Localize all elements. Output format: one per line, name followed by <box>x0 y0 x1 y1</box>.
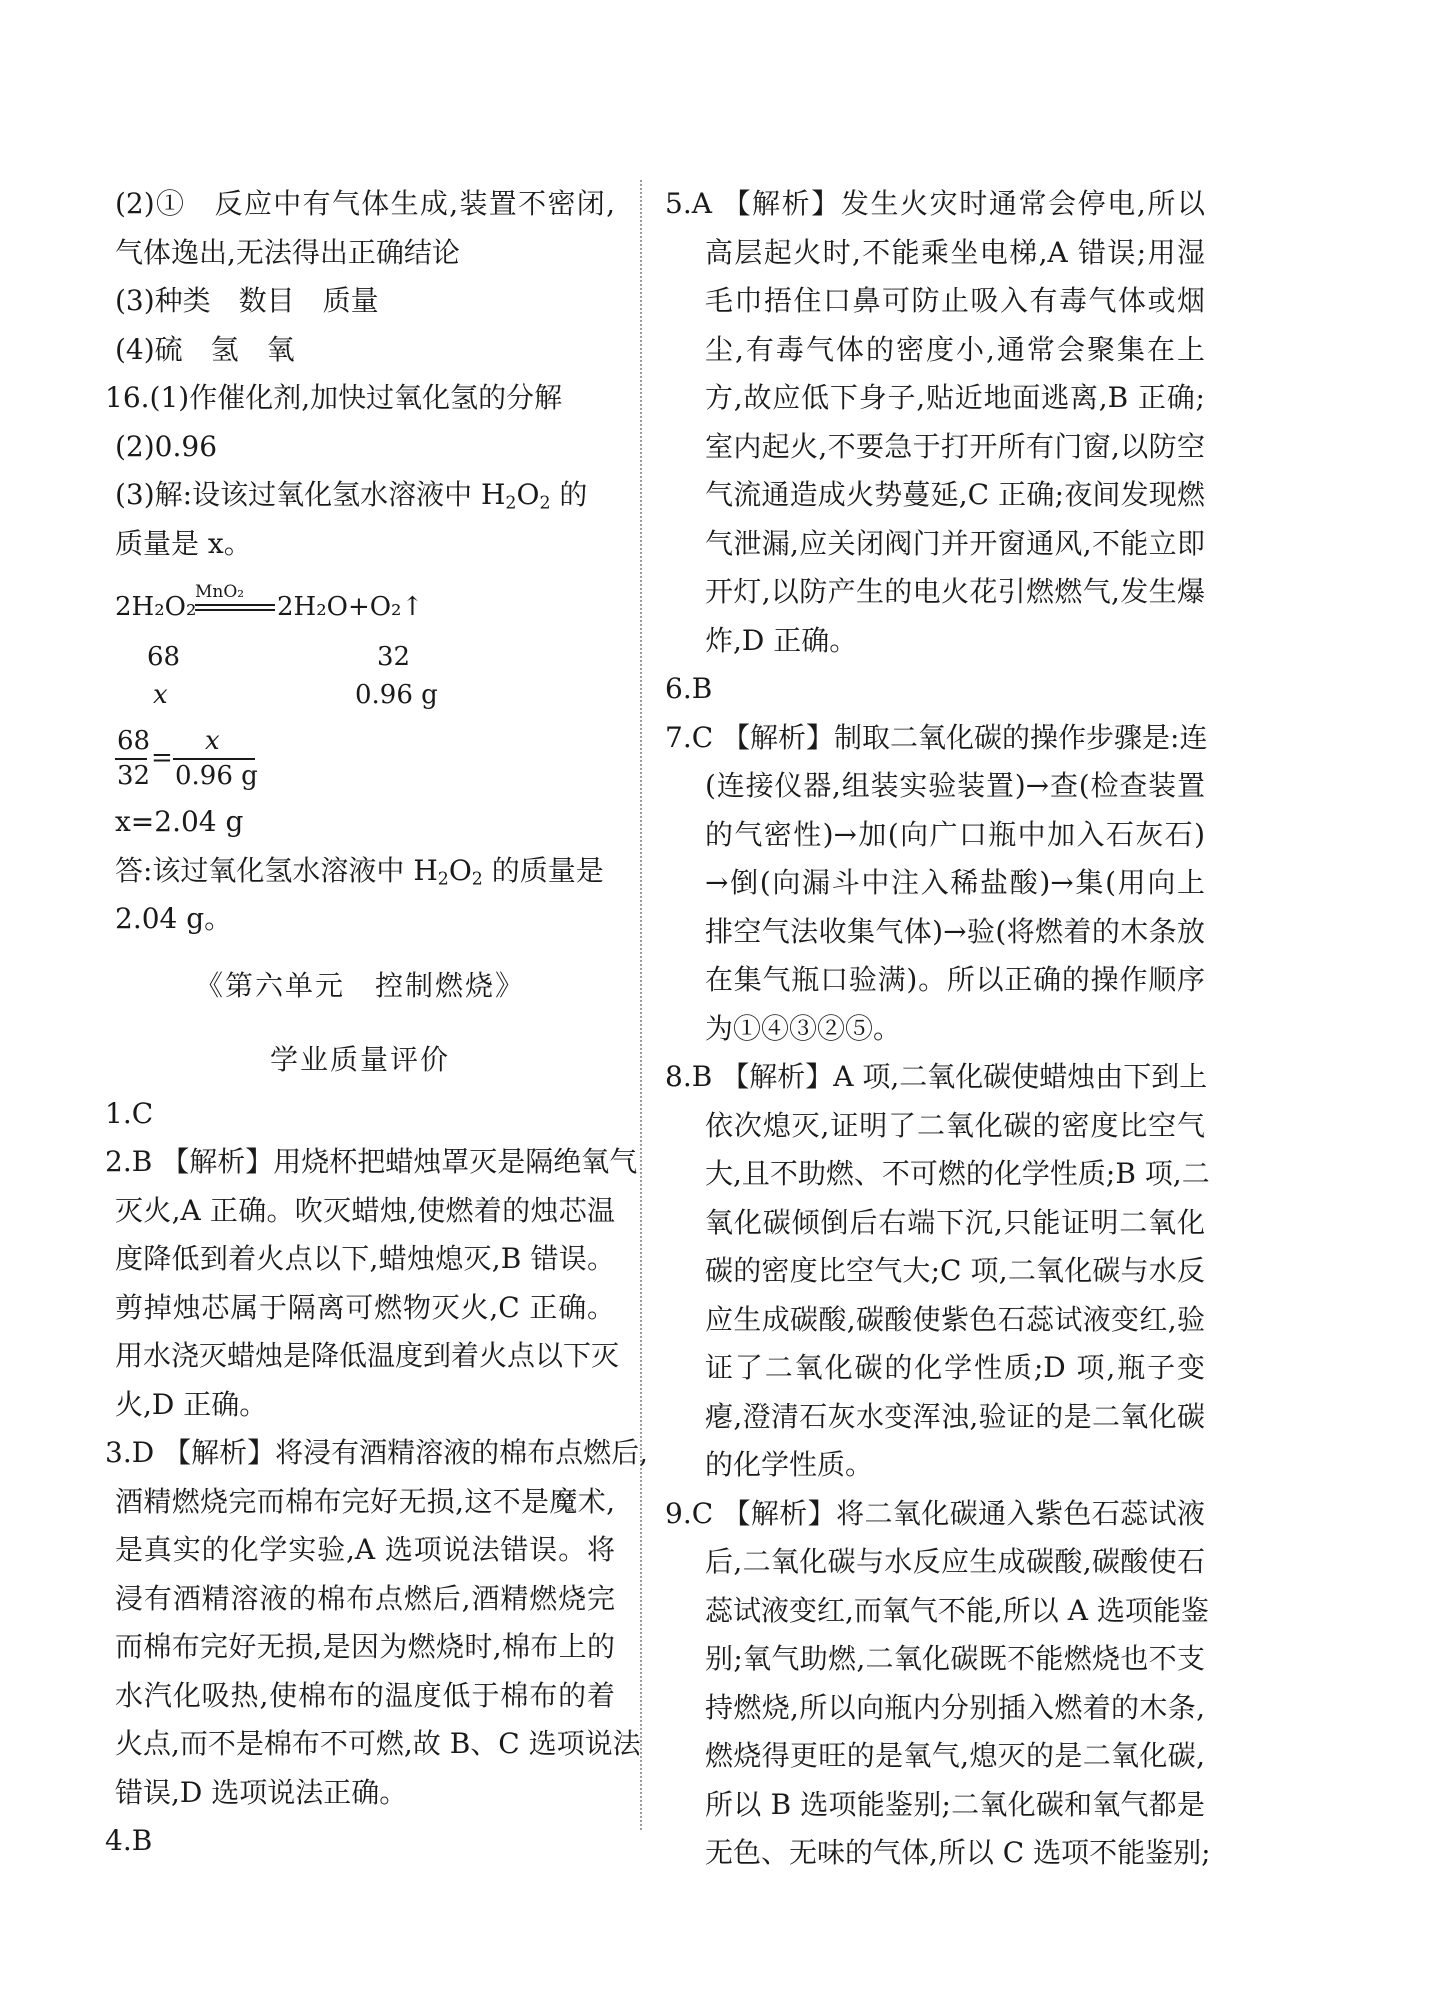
text-line: 气体逸出,无法得出正确结论 <box>115 235 460 269</box>
text-line: 3.D 【解析】将浸有酒精溶液的棉布点燃后, <box>105 1436 648 1469</box>
eq-bar <box>195 609 275 611</box>
text-line: 瘪,澄清石灰水变浑浊,验证的是二氧化碳 <box>705 1399 1205 1433</box>
text-line: 炸,D 正确。 <box>705 623 858 657</box>
text-line: 室内起火,不要急于打开所有门窗,以防空 <box>705 429 1205 463</box>
eq-catalyst: MnO₂ <box>195 582 245 602</box>
text-line: 所以 B 选项能鉴别;二氧化碳和氧气都是 <box>705 1787 1205 1821</box>
ratio-68: 68 <box>147 642 181 672</box>
unit-title: 《第六单元 控制燃烧》 <box>194 968 525 1002</box>
text-line: (连接仪器,组装实验装置)→查(检查装置 <box>705 769 1205 802</box>
section-title: 学业质量评价 <box>269 1042 450 1076</box>
text-line: 高层起火时,不能乘坐电梯,A 错误;用湿 <box>705 235 1205 269</box>
ratio-32: 32 <box>377 642 411 672</box>
text-line: 的气密性)→加(向广口瓶中加入石灰石) <box>705 817 1205 851</box>
text-line: (2)① 反应中有气体生成,装置不密闭, <box>115 187 615 220</box>
text-line: 气流通造成火势蔓延,C 正确;夜间发现燃 <box>705 478 1205 511</box>
text-line: 剪掉烛芯属于隔离可燃物灭火,C 正确。 <box>115 1290 615 1324</box>
eq-values <box>105 676 615 716</box>
frac-num: x <box>205 726 220 756</box>
column-divider <box>640 180 642 1830</box>
frac-den: 32 <box>117 761 151 791</box>
text-line: (3)解:设该过氧化氢水溶液中 $H_2O_2$ 的 <box>115 478 588 514</box>
text-line: 1.C <box>105 1096 154 1130</box>
text-line: 为①④③②⑤。 <box>705 1011 902 1045</box>
text-line: 16.(1)作催化剂,加快过氧化氢的分解 <box>105 381 563 414</box>
text-line: 碳的密度比空气大;C 项,二氧化碳与水反 <box>705 1254 1205 1287</box>
text-line: 氧化碳倾倒后右端下沉,只能证明二氧化 <box>705 1205 1205 1239</box>
text-line: 浸有酒精溶液的棉布点燃后,酒精燃烧完 <box>115 1581 615 1615</box>
frac-eq: = <box>151 743 173 773</box>
chemical-equation <box>105 576 615 636</box>
text-line: 水汽化吸热,使棉布的温度低于棉布的着 <box>115 1678 615 1712</box>
text-line: 气泄漏,应关闭阀门并开窗通风,不能立即 <box>705 526 1205 560</box>
text-line: (3)种类 数目 质量 <box>115 284 379 317</box>
text-line: 在集气瓶口验满)。所以正确的操作顺序 <box>705 963 1205 996</box>
text-line: 而棉布完好无损,是因为燃烧时,棉布上的 <box>115 1630 615 1663</box>
text-line: (4)硫 氢 氧 <box>115 332 295 366</box>
text-line: 灭火,A 正确。吹灭蜡烛,使燃着的烛芯温 <box>115 1193 615 1227</box>
frac-num: 68 <box>117 726 151 756</box>
right-column <box>665 180 1211 1878</box>
text-line: →倒(向漏斗中注入稀盐酸)→集(用向上 <box>705 866 1205 899</box>
text-line: 排空气法收集气体)→验(将燃着的木条放 <box>705 914 1205 948</box>
text-line: 火,D 正确。 <box>115 1387 268 1421</box>
text-line: x=2.04 g <box>115 805 244 838</box>
eq-bar <box>195 604 275 606</box>
text-line: 是真实的化学实验,A 选项说法错误。将 <box>115 1533 615 1566</box>
value-096: 0.96 g <box>355 680 438 710</box>
proportion <box>105 726 615 792</box>
eq-products: 2H₂O+O₂↑ <box>277 592 424 622</box>
frac-line <box>115 758 147 760</box>
eq-ratios <box>105 636 615 676</box>
text-line: 度降低到着火点以下,蜡烛熄灭,B 错误。 <box>115 1242 615 1275</box>
text-line: 开灯,以防产生的电火花引燃燃气,发生爆 <box>705 575 1205 608</box>
value-x: x <box>153 680 168 710</box>
text-line: 火点,而不是棉布不可燃,故 B、C 选项说法 <box>115 1727 641 1760</box>
text-line: 4.B <box>105 1824 153 1857</box>
text-line: 持燃烧,所以向瓶内分别插入燃着的木条, <box>705 1690 1205 1724</box>
text-line: 毛巾捂住口鼻可防止吸入有毒气体或烟 <box>705 284 1205 317</box>
text-line: 8.B 【解析】A 项,二氧化碳使蜡烛由下到上 <box>665 1060 1208 1093</box>
text-line: 2.B 【解析】用烧杯把蜡烛罩灭是隔绝氧气 <box>105 1145 638 1178</box>
left-column <box>105 180 648 1866</box>
eq-reactant: 2H₂O₂ <box>115 592 197 622</box>
text-line: 酒精燃烧完而棉布完好无损,这不是魔术, <box>115 1484 615 1518</box>
text-line: 应生成碳酸,碳酸使紫色石蕊试液变红,验 <box>705 1302 1205 1336</box>
text-line: 错误,D 选项说法正确。 <box>115 1775 408 1809</box>
text-line: 用水浇灭蜡烛是降低温度到着火点以下灭 <box>115 1339 620 1372</box>
text-line: 证了二氧化碳的化学性质;D 项,瓶子变 <box>705 1351 1205 1384</box>
frac-line <box>173 758 255 760</box>
text-line: 7.C 【解析】制取二氧化碳的操作步骤是:连 <box>665 720 1208 754</box>
text-line: 答:该过氧化氢水溶液中 $H_2O_2$ 的质量是 <box>115 853 604 889</box>
text-line: 依次熄灭,证明了二氧化碳的密度比空气 <box>705 1108 1205 1142</box>
frac-den: 0.96 g <box>175 761 258 791</box>
text-line: 2.04 g。 <box>115 902 233 935</box>
text-line: 尘,有毒气体的密度小,通常会聚集在上 <box>705 332 1205 366</box>
text-line: (2)0.96 <box>115 429 218 463</box>
text-line: 蕊试液变红,而氧气不能,所以 A 选项能鉴 <box>705 1593 1209 1627</box>
text-line: 大,且不助燃、不可燃的化学性质;B 项,二 <box>705 1157 1210 1190</box>
text-line: 燃烧得更旺的是氧气,熄灭的是二氧化碳, <box>705 1739 1205 1772</box>
text-line: 6.B <box>665 672 713 705</box>
text-line: 无色、无味的气体,所以 C 选项不能鉴别; <box>705 1836 1211 1869</box>
text-line: 质量是 x。 <box>115 526 252 560</box>
text-line: 5.A 【解析】发生火灾时通常会停电,所以 <box>665 187 1205 220</box>
text-line: 的化学性质。 <box>705 1448 874 1481</box>
text-line: 后,二氧化碳与水反应生成碳酸,碳酸使石 <box>705 1545 1205 1578</box>
text-line: 方,故应低下身子,贴近地面逃离,B 正确; <box>705 381 1205 414</box>
text-line: 别;氧气助燃,二氧化碳既不能燃烧也不支 <box>705 1642 1205 1675</box>
text-line: 9.C 【解析】将二氧化碳通入紫色石蕊试液 <box>665 1496 1205 1530</box>
